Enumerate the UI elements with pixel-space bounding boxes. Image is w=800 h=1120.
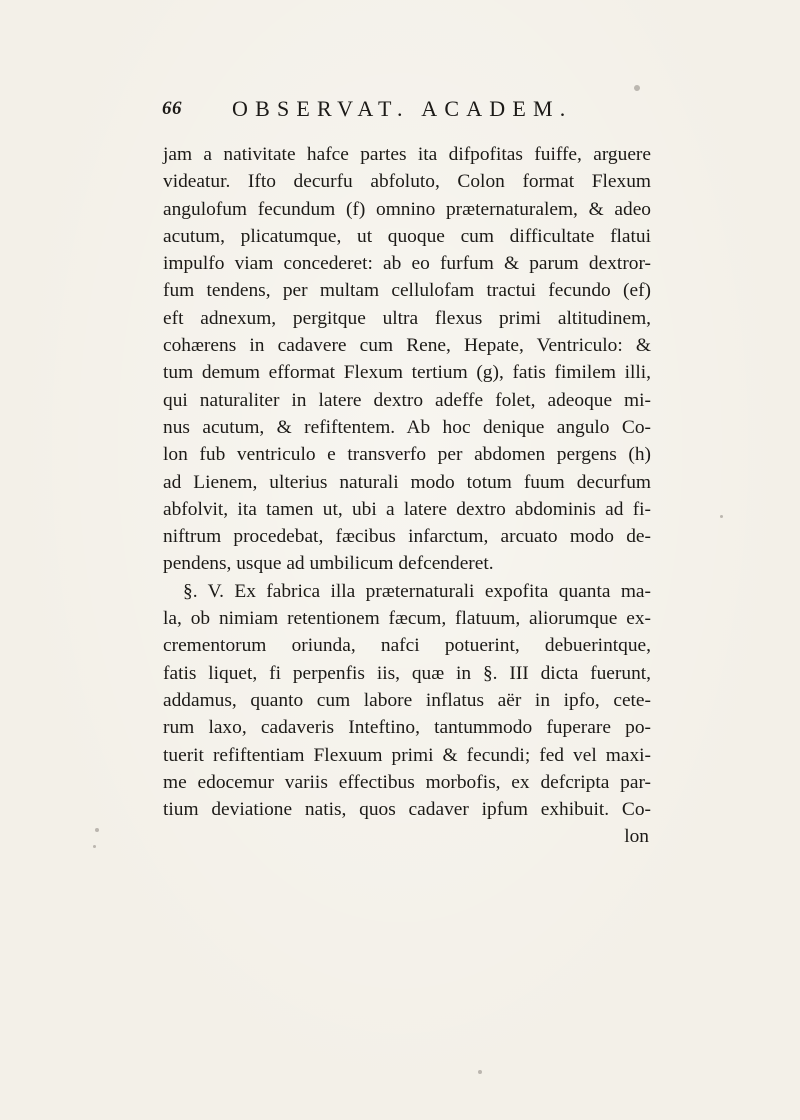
text-line: qui naturaliter in latere dextro adeffe folet, adeoque mi- (163, 389, 651, 411)
paper-speck (95, 828, 99, 832)
text-line: la, ob nimiam retentionem fæcum, flatuum, aliorumque ex- (163, 608, 651, 630)
text-line: fatis liquet, fi perpenfis iis, quæ in §. III dicta fuerunt, (163, 662, 651, 684)
text-line: acutum, plicatumque, ut quoque cum difficultate flatui (163, 225, 651, 247)
paper-speck (634, 85, 640, 91)
paper-speck (478, 1070, 482, 1074)
text-line: tuerit refiftentiam Flexuum primi & fecundi; fed vel maxi- (163, 744, 651, 766)
text-line: crementorum oriunda, nafci potuerint, debuerintque, (163, 635, 651, 657)
text-line: nus acutum, & refiftentem. Ab hoc denique angulo Co- (163, 416, 651, 438)
text-line: rum laxo, cadaveris Inteftino, tantummodo fuperare po- (163, 717, 651, 739)
running-head: OBSERVAT. ACADEM. (232, 96, 573, 121)
text-line: addamus, quanto cum labore inflatus aër in ipfo, cete- (163, 689, 651, 711)
text-line: impulfo viam concederet: ab eo furfum & parum dextror- (163, 253, 651, 275)
page-header (162, 98, 650, 134)
catchword: lon (624, 826, 649, 848)
text-line: angulofum fecundum (f) omnino præternaturalem, & adeo (163, 198, 651, 220)
text-line: lon fub ventriculo e transverfo per abdomen pergens (h) (163, 444, 651, 466)
text-line: niftrum procedebat, fæcibus infarctum, arcuato modo de- (163, 526, 651, 548)
text-line: me edocemur variis effectibus morbofis, ex defcripta par- (163, 771, 651, 793)
paper-speck (720, 515, 723, 518)
text-line: fum tendens, per multam cellulofam tractui fecundo (ef) (163, 280, 651, 302)
text-line: ad Lienem, ulterius naturali modo totum fuum decurfum (163, 471, 651, 493)
section-line: §. V. Ex fabrica illa præternaturali expofita quanta ma- (183, 580, 651, 602)
text-line: eft adnexum, pergitque ultra flexus primi altitudinem, (163, 307, 651, 329)
text-line: abfolvit, ita tamen ut, ubi a latere dextro abdominis ad fi- (163, 498, 651, 520)
text-line: videatur. Ifto decurfu abfoluto, Colon format Flexum (163, 171, 651, 193)
text-line: tium deviatione natis, quos cadaver ipfum exhibuit. Co- (163, 799, 651, 821)
page-number: 66 (162, 98, 182, 119)
text-line: cohærens in cadavere cum Rene, Hepate, Ventriculo: & (163, 335, 651, 357)
text-line: tum demum efformat Flexum tertium (g), fatis fimilem illi, (163, 362, 651, 384)
text-line: jam a nativitate hafce partes ita difpofitas fuiffe, arguere (163, 144, 651, 165)
body-text (163, 141, 651, 851)
text-line: pendens, usque ad umbilicum defcenderet. (163, 553, 494, 575)
paper-speck (93, 845, 96, 848)
